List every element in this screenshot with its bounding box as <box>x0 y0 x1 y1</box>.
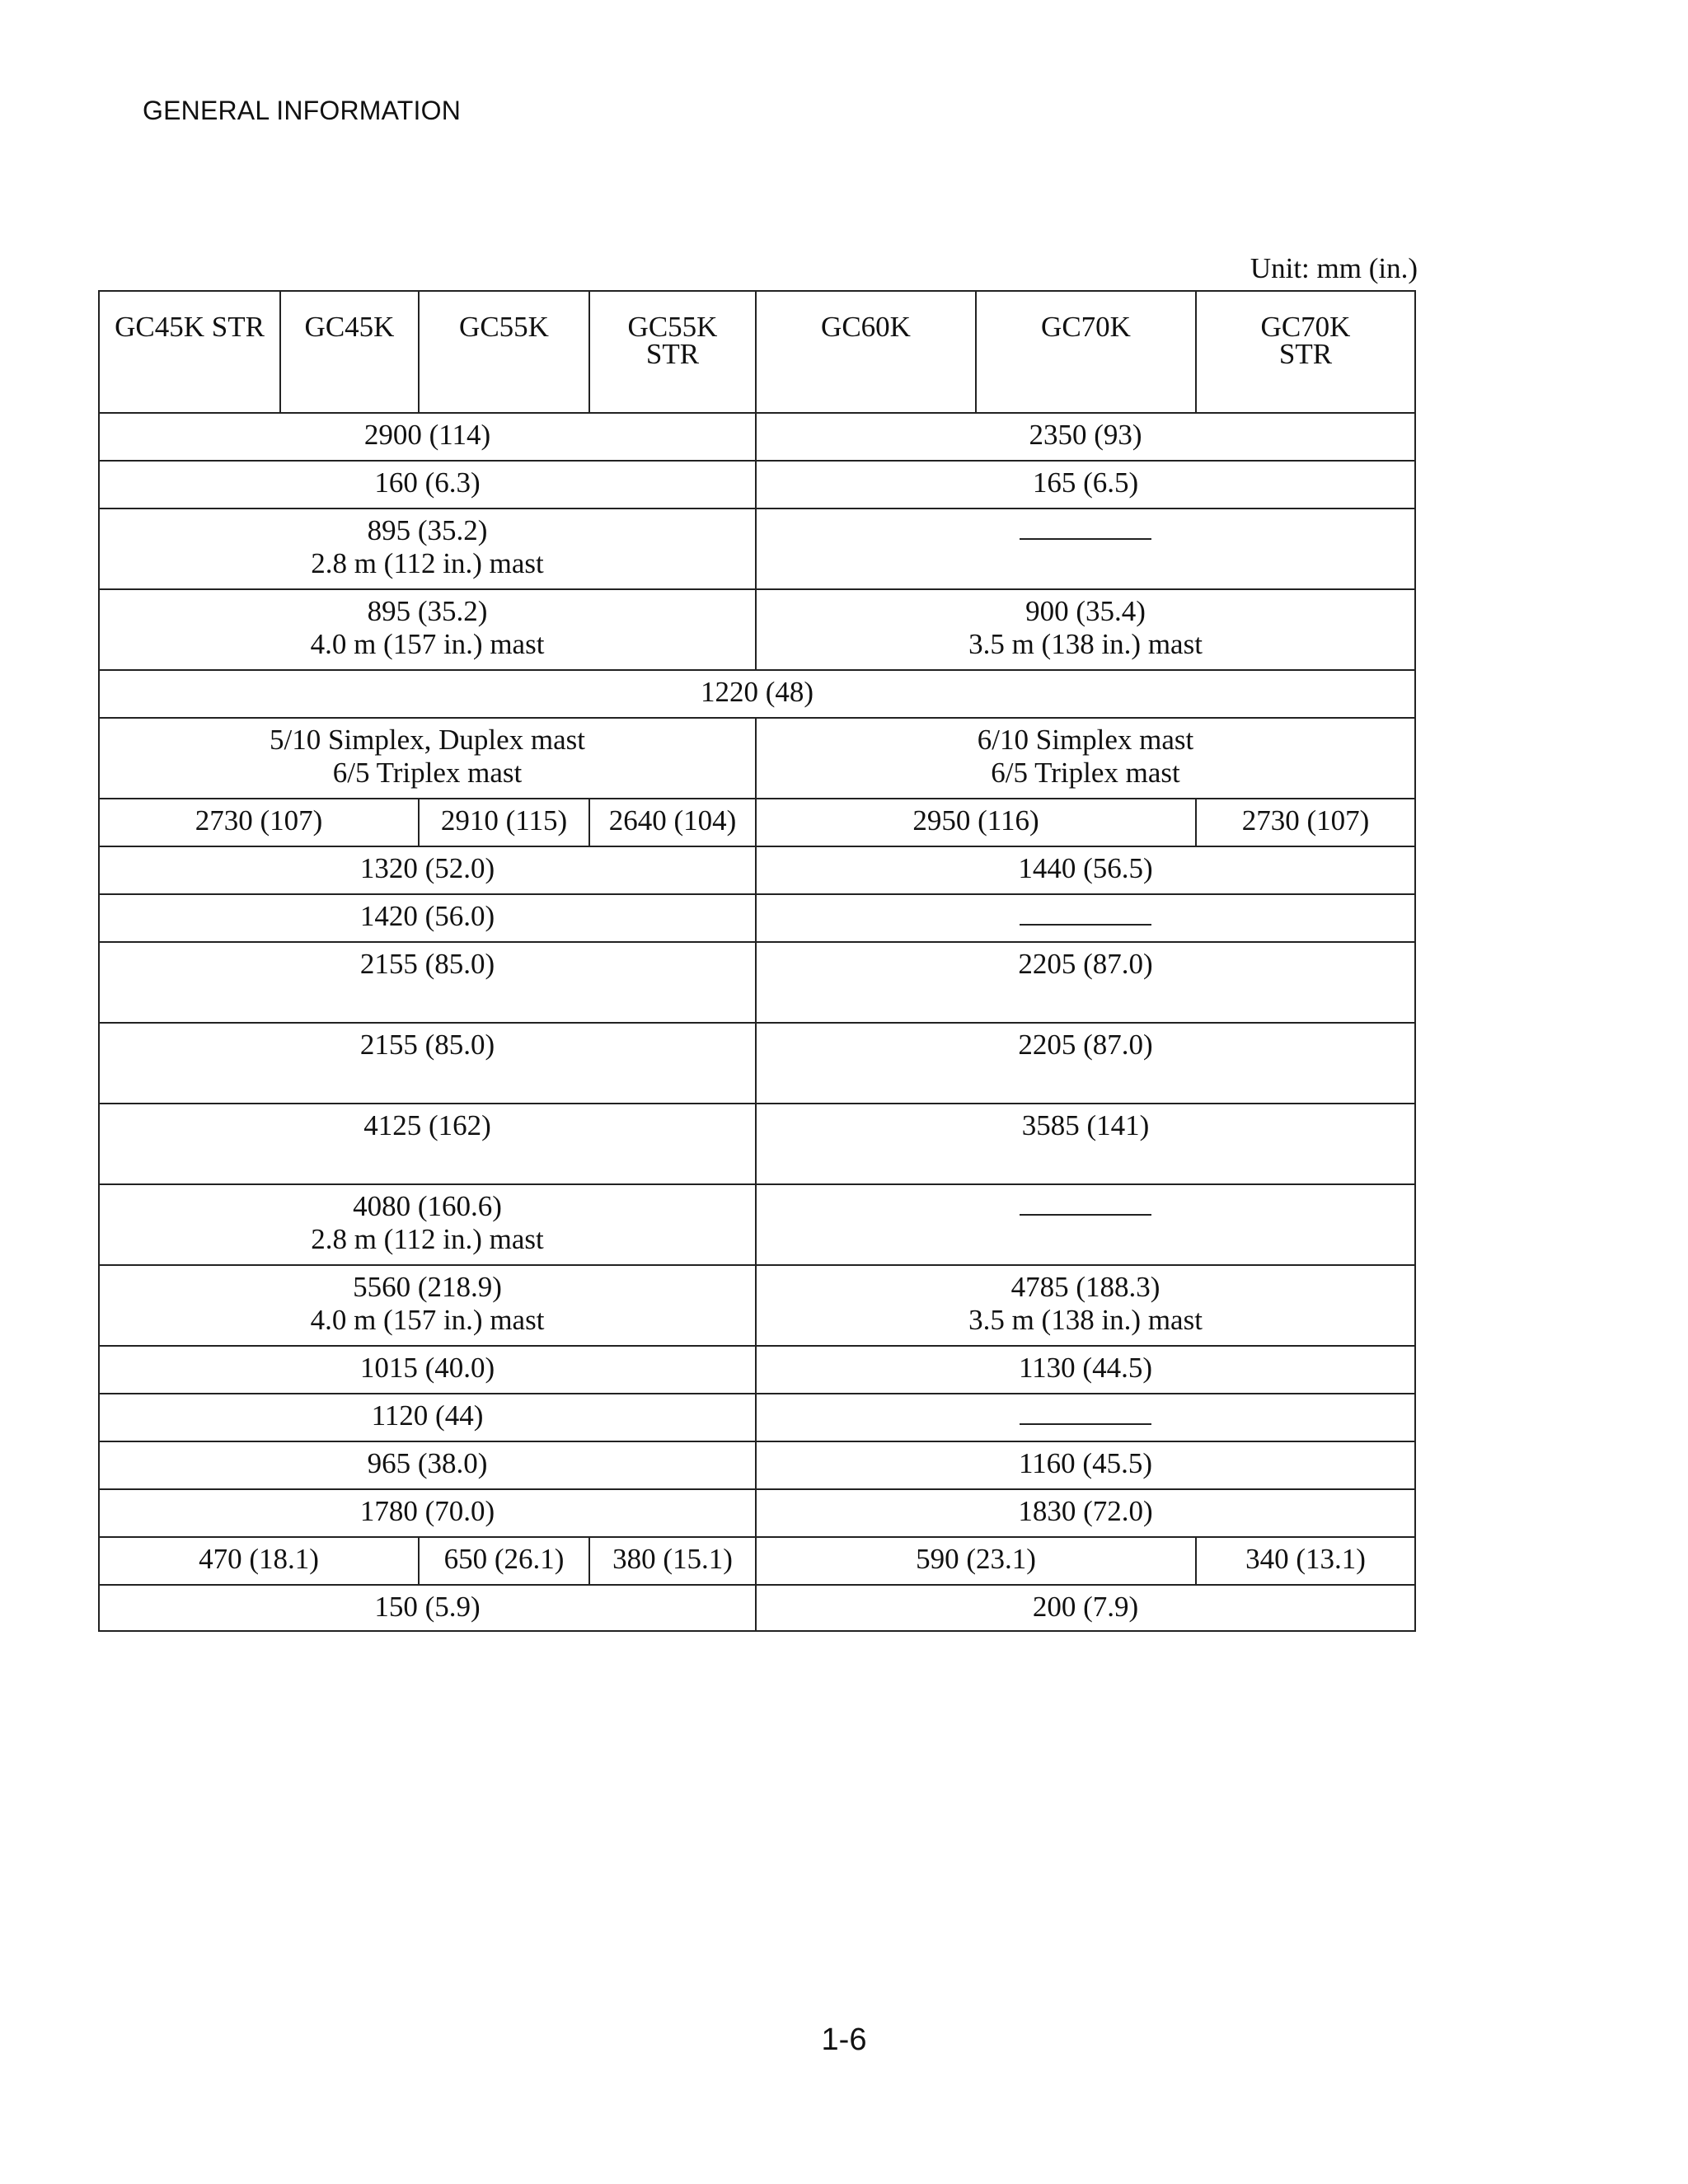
table-cell: 5560 (218.9) 4.0 m (157 in.) mast <box>99 1265 756 1346</box>
table-row <box>99 1184 1415 1265</box>
table-cell: 2640 (104) <box>589 799 756 846</box>
table-cell: 2950 (116) <box>756 799 1196 846</box>
table-cell: 1120 (44) <box>99 1394 756 1441</box>
table-cell: 1780 (70.0) <box>99 1489 756 1537</box>
table-cell-empty <box>756 1394 1415 1441</box>
table-cell: 2910 (115) <box>419 799 589 846</box>
table-cell: 470 (18.1) <box>99 1537 419 1585</box>
model-header-gc70k-str: GC70K STR <box>1196 291 1415 413</box>
model-header-gc70k: GC70K <box>976 291 1196 413</box>
section-header: GENERAL INFORMATION <box>143 96 462 125</box>
table-row <box>99 1346 1415 1394</box>
table-row <box>99 1489 1415 1537</box>
table-cell-empty <box>756 1184 1415 1265</box>
table-row <box>99 942 1415 1023</box>
table-row <box>99 1104 1415 1184</box>
table-row <box>99 1441 1415 1489</box>
table-cell: 2350 (93) <box>756 413 1415 461</box>
table-row <box>99 670 1415 718</box>
table-cell: 2205 (87.0) <box>756 942 1415 1023</box>
table-cell: 150 (5.9) <box>99 1585 756 1631</box>
table-row <box>99 799 1415 846</box>
table-row <box>99 1394 1415 1441</box>
table-cell: 5/10 Simplex, Duplex mast 6/5 Triplex mast <box>99 718 756 799</box>
table-row <box>99 1585 1415 1631</box>
table-cell: 1130 (44.5) <box>756 1346 1415 1394</box>
model-header-gc60k: GC60K <box>756 291 976 413</box>
table-cell: 200 (7.9) <box>756 1585 1415 1631</box>
table-cell: 1015 (40.0) <box>99 1346 756 1394</box>
table-row <box>99 894 1415 942</box>
table-cell: 1320 (52.0) <box>99 846 756 894</box>
table-cell: 1220 (48) <box>99 670 1415 718</box>
page-number: 1-6 <box>821 2022 867 2057</box>
table-cell: 4785 (188.3) 3.5 m (138 in.) mast <box>756 1265 1415 1346</box>
not-applicable-dash <box>1020 538 1151 540</box>
table-cell: 2155 (85.0) <box>99 942 756 1023</box>
model-header-gc45k-str: GC45K STR <box>99 291 280 413</box>
table-cell: 1830 (72.0) <box>756 1489 1415 1537</box>
table-row <box>99 509 1415 589</box>
table-row <box>99 1537 1415 1585</box>
table-cell: 1440 (56.5) <box>756 846 1415 894</box>
unit-label: Unit: mm (in.) <box>1250 252 1418 284</box>
table-cell: 895 (35.2) 4.0 m (157 in.) mast <box>99 589 756 670</box>
table-row <box>99 1265 1415 1346</box>
not-applicable-dash <box>1020 1423 1151 1425</box>
model-header-gc55k: GC55K <box>419 291 589 413</box>
table-cell-empty <box>756 509 1415 589</box>
table-cell: 160 (6.3) <box>99 461 756 509</box>
table-cell: 900 (35.4) 3.5 m (138 in.) mast <box>756 589 1415 670</box>
table-cell: 2730 (107) <box>1196 799 1415 846</box>
model-header-gc45k: GC45K <box>280 291 419 413</box>
table-cell: 4125 (162) <box>99 1104 756 1184</box>
table-cell: 3585 (141) <box>756 1104 1415 1184</box>
table-row <box>99 718 1415 799</box>
model-header-gc55k-str: GC55K STR <box>589 291 756 413</box>
table-cell: 340 (13.1) <box>1196 1537 1415 1585</box>
table-row <box>99 846 1415 894</box>
table-cell: 895 (35.2) 2.8 m (112 in.) mast <box>99 509 756 589</box>
table-cell: 1420 (56.0) <box>99 894 756 942</box>
table-cell-empty <box>756 894 1415 942</box>
table-cell: 965 (38.0) <box>99 1441 756 1489</box>
table-cell: 165 (6.5) <box>756 461 1415 509</box>
table-cell: 590 (23.1) <box>756 1537 1196 1585</box>
specifications-table <box>98 290 1416 1632</box>
table-row <box>99 461 1415 509</box>
table-cell: 1160 (45.5) <box>756 1441 1415 1489</box>
table-cell: 2205 (87.0) <box>756 1023 1415 1104</box>
not-applicable-dash <box>1020 1214 1151 1216</box>
table-row <box>99 589 1415 670</box>
table-cell: 2730 (107) <box>99 799 419 846</box>
table-cell: 6/10 Simplex mast 6/5 Triplex mast <box>756 718 1415 799</box>
table-cell: 2155 (85.0) <box>99 1023 756 1104</box>
table-cell: 4080 (160.6) 2.8 m (112 in.) mast <box>99 1184 756 1265</box>
table-header-row <box>99 291 1415 413</box>
table-cell: 380 (15.1) <box>589 1537 756 1585</box>
table-row <box>99 413 1415 461</box>
table-row <box>99 1023 1415 1104</box>
not-applicable-dash <box>1020 924 1151 926</box>
table-cell: 2900 (114) <box>99 413 756 461</box>
table-cell: 650 (26.1) <box>419 1537 589 1585</box>
